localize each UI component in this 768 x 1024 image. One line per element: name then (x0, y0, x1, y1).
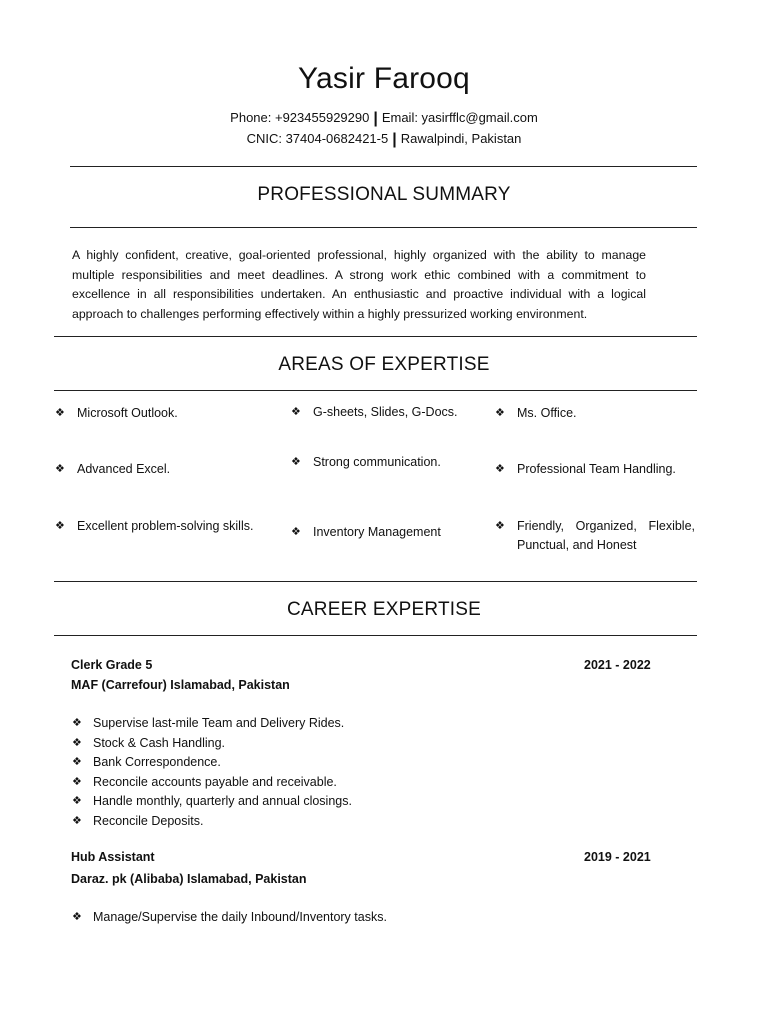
divider (54, 635, 697, 636)
expertise-item: ❖ Excellent problem-solving skills. (55, 517, 280, 536)
expertise-item: ❖ Ms. Office. (495, 404, 695, 423)
expertise-item: ❖ Microsoft Outlook. (55, 404, 275, 423)
phone-text: Phone: +923455929290 (230, 110, 370, 125)
expertise-item: ❖ Friendly, Organized, Flexible, Punctual, and Honest (495, 519, 695, 552)
diamond-bullet-icon: ❖ (72, 795, 82, 807)
diamond-bullet-icon: ❖ (72, 736, 82, 749)
job-title: Clerk Grade 5 (71, 658, 153, 672)
list-item: ❖ Reconcile Deposits. (72, 812, 352, 832)
diamond-bullet-icon: ❖ (72, 717, 82, 729)
list-item: ❖ Stock & Cash Handling. (72, 734, 352, 754)
candidate-name: Yasir Farooq (298, 62, 470, 95)
job-duties-list (72, 908, 387, 928)
list-item: ❖ Reconcile accounts payable and receivable. (72, 773, 352, 793)
list-item: ❖ Bank Correspondence. (72, 753, 352, 773)
expertise-item: ❖ Professional Team Handling. (495, 460, 695, 479)
contact-line-1 (0, 109, 768, 127)
job-years: 2021 - 2022 (584, 658, 651, 672)
diamond-bullet-icon: ❖ (495, 463, 505, 475)
section-title-career: CAREER EXPERTISE (287, 599, 481, 620)
email-text: Email: yasirfflc@gmail.com (381, 110, 538, 125)
diamond-bullet-icon: ❖ (72, 756, 82, 768)
diamond-bullet-icon: ❖ (72, 911, 82, 923)
diamond-bullet-icon: ❖ (55, 463, 65, 475)
separator: | (373, 110, 378, 127)
job-title: Hub Assistant (71, 850, 155, 864)
expertise-item: ❖ Strong communication. (291, 453, 481, 472)
cnic-text: CNIC: 37404-0682421-5 (246, 131, 389, 146)
separator: | (392, 131, 397, 148)
diamond-bullet-icon: ❖ (55, 407, 65, 419)
section-title-summary: PROFESSIONAL SUMMARY (257, 184, 511, 205)
divider (70, 166, 697, 167)
expertise-item: ❖ Inventory Management (291, 523, 481, 542)
diamond-bullet-icon: ❖ (72, 814, 82, 827)
diamond-bullet-icon: ❖ (495, 407, 505, 419)
diamond-bullet-icon: ❖ (291, 526, 301, 538)
list-item: ❖ Handle monthly, quarterly and annual closings. (72, 792, 352, 812)
divider (70, 227, 697, 228)
list-item: ❖ Supervise last-mile Team and Delivery Rides. (72, 714, 352, 734)
job-company: MAF (Carrefour) Islamabad, Pakistan (71, 678, 290, 692)
expertise-item: ❖ G-sheets, Slides, G-Docs. (291, 403, 481, 422)
expertise-item: ❖ Advanced Excel. (55, 460, 275, 479)
job-years: 2019 - 2021 (584, 850, 651, 864)
summary-text: A highly confident, creative, goal-oriented professional, highly organized with the ability to manage multiple responsibilities and meet deadlines. A strong work ethic combined with a commitment to excellence in all responsibilities undertaken. An enthusiastic and proactive individual with a logical approach to challenges performing effectively within a highly pressurized working environment. (72, 248, 646, 321)
diamond-bullet-icon: ❖ (55, 520, 65, 532)
contact-line-2 (0, 130, 768, 148)
diamond-bullet-icon: ❖ (72, 775, 82, 788)
job-company: Daraz. pk (Alibaba) Islamabad, Pakistan (71, 872, 307, 886)
location-text: Rawalpindi, Pakistan (400, 131, 522, 146)
diamond-bullet-icon: ❖ (291, 456, 301, 468)
section-title-expertise: AREAS OF EXPERTISE (278, 354, 490, 375)
diamond-bullet-icon: ❖ (495, 520, 505, 532)
divider (54, 390, 697, 391)
list-item: ❖ Manage/Supervise the daily Inbound/Inventory tasks. (72, 908, 387, 928)
divider (54, 336, 697, 337)
divider (54, 581, 697, 582)
diamond-bullet-icon: ❖ (291, 406, 301, 418)
job-duties-list (72, 714, 352, 831)
